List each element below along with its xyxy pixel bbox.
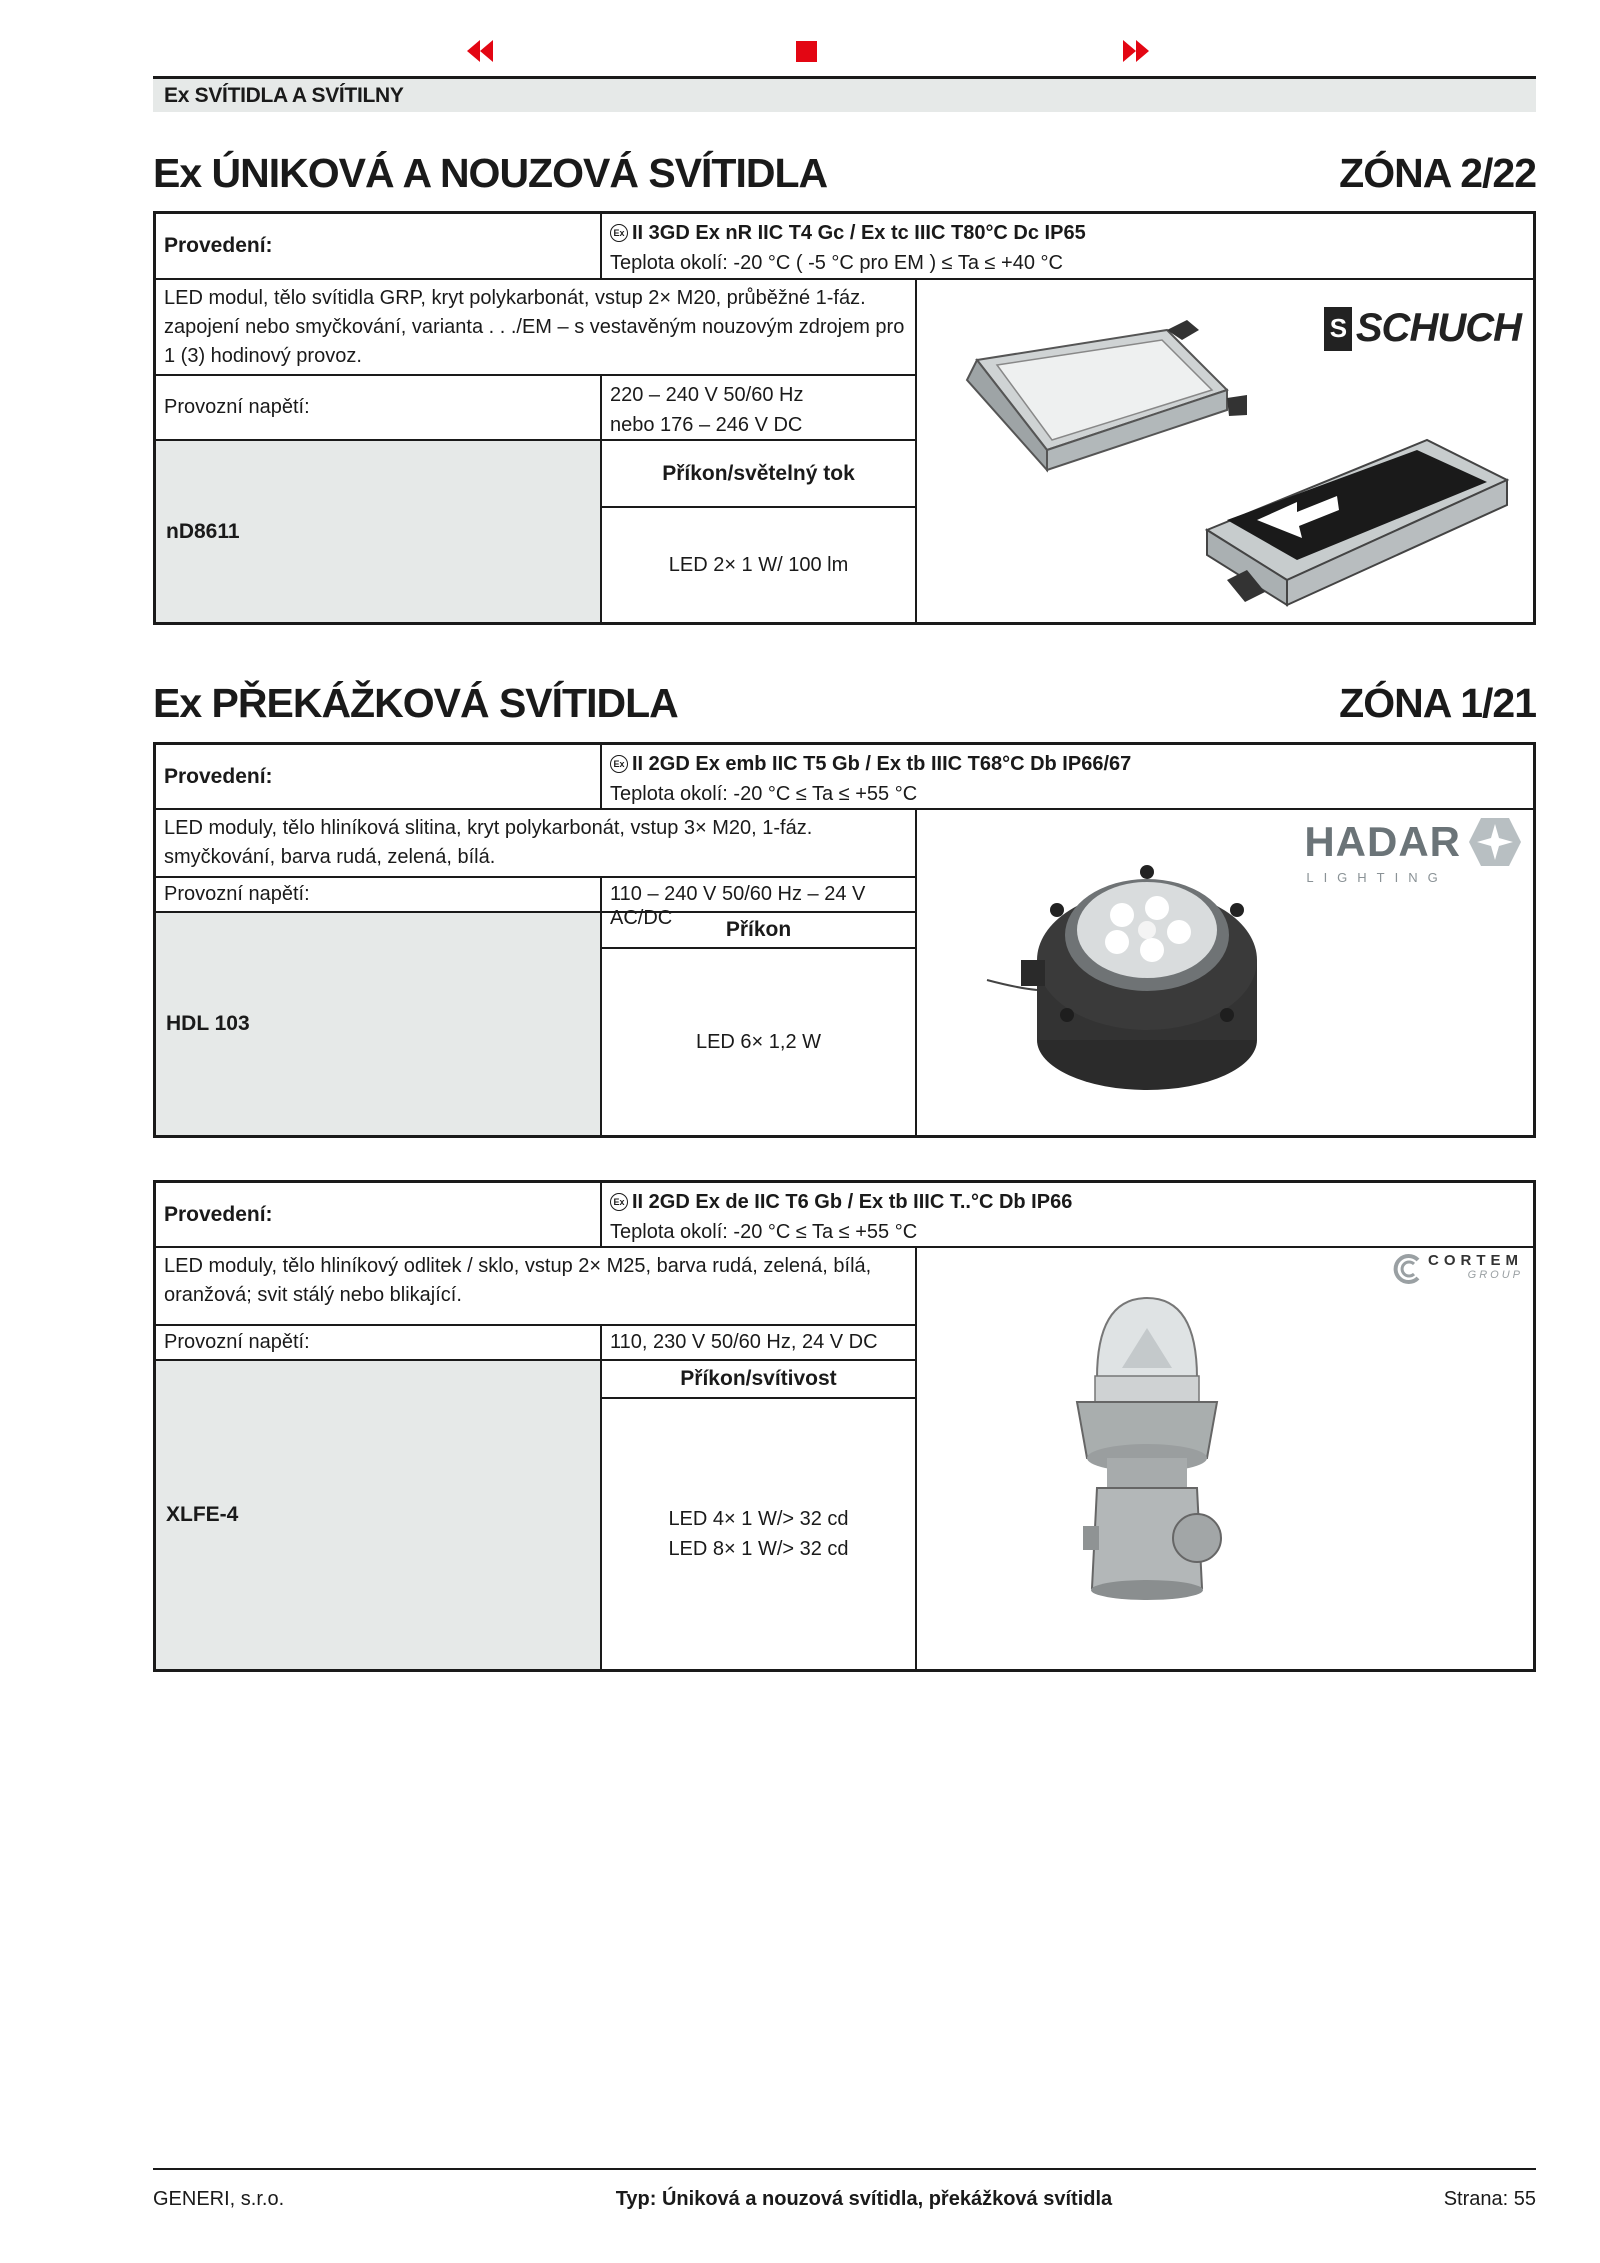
page-type: Typ: Úniková a nouzová svítidla, překážková svítidla — [615, 2188, 1113, 2210]
page-footer — [153, 2188, 1536, 2211]
model-name: nD8611 — [156, 441, 602, 622]
section-title: Ex ÚNIKOVÁ A NOUZOVÁ SVÍTIDLA — [153, 150, 828, 196]
zone-label: ZÓNA 1/21 — [1339, 680, 1536, 726]
provedeni-label: Provedení: — [156, 745, 602, 808]
page-navigation — [0, 34, 1600, 68]
previous-page-button[interactable] — [450, 34, 510, 68]
power-header: Příkon/svítivost — [602, 1361, 915, 1399]
provedeni-value — [602, 1183, 1533, 1246]
schuch-logo: S SCHUCH — [1324, 306, 1521, 351]
section-heading-emergency — [153, 150, 1536, 197]
product-description: LED moduly, tělo hliníkový odlitek / sklo, vstup 2× M25, barva rudá, zelená, bílá, oranžová; svit stálý nebo blikající. — [156, 1248, 915, 1326]
power-value: LED 6× 1,2 W — [695, 1031, 822, 1053]
voltage-label: Provozní napětí: — [156, 878, 602, 911]
voltage-label: Provozní napětí: — [156, 1326, 602, 1359]
ambient-temperature: Teplota okolí: -20 °C ≤ Ta ≤ +55 °C — [610, 783, 918, 805]
section-heading-obstruction — [153, 680, 1536, 727]
next-page-button[interactable] — [1106, 34, 1166, 68]
provedeni-row — [156, 1183, 1533, 1248]
product-description: LED moduly, tělo hliníková slitina, kryt polykarbonát, vstup 3× M20, 1-fáz. smyčkování, barva rudá, zelená, bílá. — [156, 810, 915, 878]
product-table-xlfe4 — [153, 1180, 1536, 1672]
rewind-icon — [467, 40, 480, 62]
section-header — [153, 79, 1536, 112]
company-name: GENERI, s.r.o. — [153, 2188, 285, 2210]
emergency-luminaire-image — [917, 280, 1517, 620]
stop-icon — [796, 41, 817, 62]
voltage-value: 110 – 240 V 50/60 Hz – 24 V AC/DC — [610, 883, 866, 929]
power-header: Příkon/světelný tok — [602, 441, 915, 508]
model-name: HDL 103 — [156, 913, 602, 1135]
ex-mark-icon: Ex — [610, 1193, 628, 1211]
zone-label: ZÓNA 2/22 — [1339, 150, 1536, 196]
certification: II 3GD Ex nR IIC T4 Gc / Ex tc IIIC T80°C Dc IP65 — [632, 222, 1086, 244]
product-image-area — [917, 1248, 1533, 1669]
provedeni-value — [602, 745, 1533, 808]
voltage-row — [156, 878, 915, 929]
ex-mark-icon: Ex — [610, 224, 628, 242]
product-description: LED modul, tělo svítidla GRP, kryt polykarbonát, vstup 2× M20, průběžné 1-fáz. zapojení nebo smyčkování, varianta . . ./EM – s vestavěným nouzovým zdrojem pro 1 (3) hodinový provoz. — [156, 280, 915, 376]
section-label: Ex SVÍTIDLA A SVÍTILNY — [164, 83, 404, 107]
hadar-logo: HADAR LIGHTING — [1304, 814, 1523, 885]
fast-forward-icon — [1123, 40, 1136, 62]
power-value: LED 4× 1 W/> 32 cd LED 8× 1 W/> 32 cd — [668, 1508, 849, 1560]
contents-button[interactable] — [776, 34, 836, 68]
certification: II 2GD Ex emb IIC T5 Gb / Ex tb IIIC T68°C Db IP66/67 — [632, 753, 1132, 775]
voltage-label: Provozní napětí: — [156, 376, 602, 439]
provedeni-row — [156, 214, 1533, 280]
product-image-area — [917, 810, 1533, 1135]
ambient-temperature: Teplota okolí: -20 °C ≤ Ta ≤ +55 °C — [610, 1221, 918, 1243]
obstruction-light-image — [917, 810, 1517, 1130]
cortem-logo: CORTEM GROUP — [1390, 1252, 1523, 1286]
product-table-hdl103 — [153, 742, 1536, 1138]
model-name: XLFE-4 — [156, 1361, 602, 1669]
voltage-row — [156, 376, 915, 441]
provedeni-label: Provedení: — [156, 1183, 602, 1246]
page-number: Strana: 55 — [1443, 2188, 1536, 2210]
product-table-nd8611 — [153, 211, 1536, 625]
fast-forward-icon — [1136, 40, 1149, 62]
rewind-icon — [480, 40, 493, 62]
product-image-area — [917, 280, 1533, 622]
provedeni-value — [602, 214, 1533, 278]
obstruction-light-image — [917, 1248, 1517, 1668]
power-header: Příkon — [602, 913, 915, 949]
power-value: LED 2× 1 W/ 100 lm — [668, 554, 849, 576]
voltage-value: 220 – 240 V 50/60 Hz nebo 176 – 246 V DC — [610, 384, 804, 436]
certification: II 2GD Ex de IIC T6 Gb / Ex tb IIIC T..°C Db IP66 — [632, 1191, 1073, 1213]
footer-divider — [153, 2168, 1536, 2170]
provedeni-row — [156, 745, 1533, 810]
ambient-temperature: Teplota okolí: -20 °C ( -5 °C pro EM ) ≤ Ta ≤ +40 °C — [610, 252, 1063, 274]
voltage-value: 110, 230 V 50/60 Hz, 24 V DC — [610, 1331, 878, 1353]
voltage-row — [156, 1326, 915, 1361]
provedeni-label: Provedení: — [156, 214, 602, 278]
section-title: Ex PŘEKÁŽKOVÁ SVÍTIDLA — [153, 680, 678, 726]
ex-mark-icon: Ex — [610, 755, 628, 773]
